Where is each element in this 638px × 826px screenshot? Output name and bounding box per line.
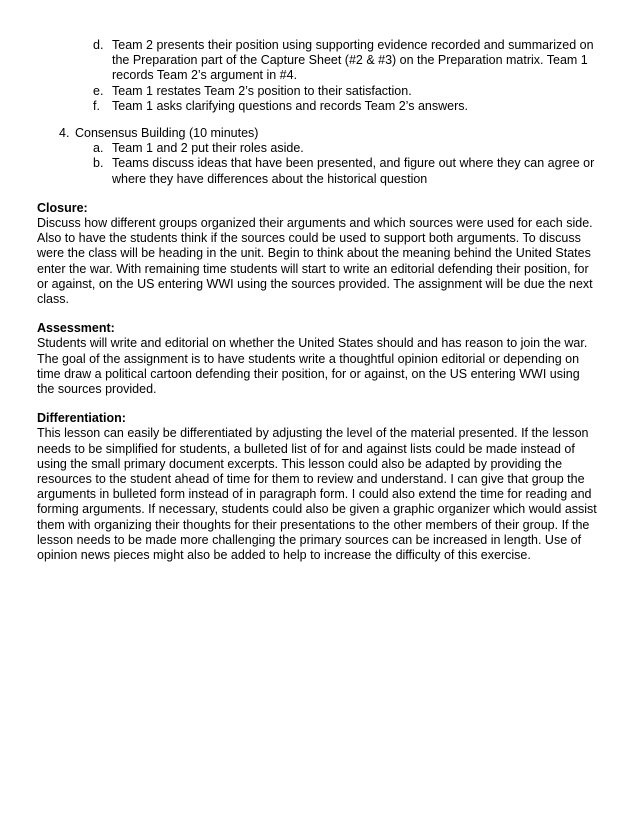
step-marker: 4. xyxy=(59,126,70,141)
list-marker: a. xyxy=(93,141,104,156)
differentiation-section xyxy=(37,411,600,563)
list-marker: e. xyxy=(93,83,104,98)
list-item-text: Team 2 presents their position using supporting evidence recorded and summarized on the Preparation part of the Capture Sheet (#2 & #3) on the Preparation matrix. Team 1 records Team 2’s argument in #4. xyxy=(112,38,594,83)
step-4 xyxy=(59,126,600,141)
assessment-body: Students will write and editorial on whether the United States should and has reason to join the war. The goal of the assignment is to have students write a thoughtful opinion editorial or depending on time draw a political cartoon defending their position, for or against, on the US entering WWI using the sources provided. xyxy=(37,336,588,397)
list-item-text: Team 1 asks clarifying questions and records Team 2’s answers. xyxy=(112,98,468,113)
assessment-section xyxy=(37,321,600,397)
step-title: Consensus Building (10 minutes) xyxy=(75,126,259,141)
differentiation-body: This lesson can easily be differentiated by adjusting the level of the material presented. If the lesson needs to be simplified for students, a bulleted list of for and against lists could be made instead of using the small primary document excerpts. This lesson could also be adapted by providing the resources to the student ahead of time for them to review and understand. I can give that group the arguments in bulleted form instead of in paragraph form. I could also extend the time for reading and forming arguments. If necessary, students could also be given a graphic organizer which would assist them with organizing their thoughts for their presentations to the other members of their group. If the lesson needs to be made more challenging the primary sources can be increased in length. Use of opinion news pieces might also be added to help to increase the difficulty of this exercise. xyxy=(37,426,597,563)
list-marker: f. xyxy=(93,98,100,113)
closure-heading: Closure: xyxy=(37,200,88,215)
list-item-e xyxy=(93,83,600,99)
list-item-text: Team 1 restates Team 2’s position to their satisfaction. xyxy=(112,83,412,98)
list-item-d xyxy=(93,38,600,84)
differentiation-heading: Differentiation: xyxy=(37,411,126,426)
step-4-sub-list xyxy=(37,141,600,187)
list-item-text: Team 1 and 2 put their roles aside. xyxy=(112,141,304,156)
top-sub-list xyxy=(37,38,600,114)
list-item-b xyxy=(93,156,600,186)
list-marker: b. xyxy=(93,156,104,171)
assessment-heading: Assessment: xyxy=(37,321,115,336)
list-marker: d. xyxy=(93,38,104,52)
list-item-text: Teams discuss ideas that have been presented, and figure out where they can agree or where they have differences about the historical question xyxy=(112,156,595,186)
list-item-a xyxy=(93,141,600,156)
list-item-f xyxy=(93,98,600,114)
closure-section xyxy=(37,201,600,307)
closure-body: Discuss how different groups organized their arguments and which sources were used for each side. Also to have the students think if the sources could be used to support both arguments. To discuss were the class will be heading in the unit. Begin to think about the meaning behind the United States enter the war. With remaining time students will start to write an editorial defending their position, for or against, on the US entering WWI using the sources provided. The assignment will be due the next class. xyxy=(37,216,593,307)
